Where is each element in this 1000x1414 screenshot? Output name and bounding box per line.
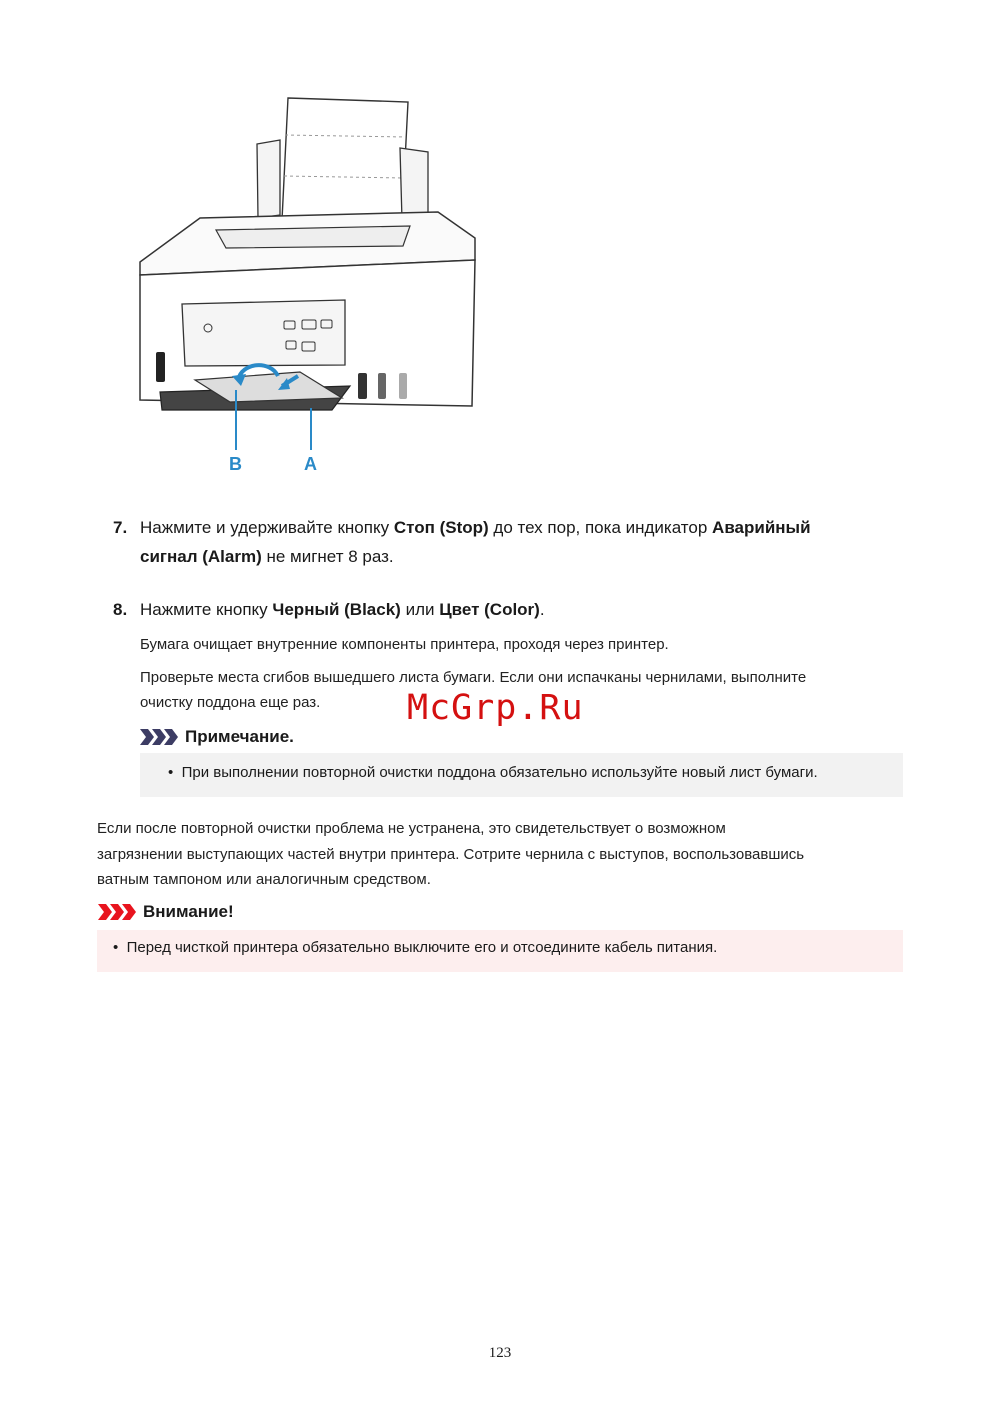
warning-title: Внимание! bbox=[143, 902, 234, 921]
warning-item-text: Перед чисткой принтера обязательно выключите его и отсоедините кабель питания. bbox=[126, 939, 718, 956]
step-text: Нажмите и удерживайте кнопку bbox=[140, 518, 394, 537]
step-text: или bbox=[400, 600, 440, 619]
warning-header bbox=[98, 902, 234, 922]
paragraph: очистку поддона еще раз. bbox=[140, 694, 321, 711]
stop-button-label: Стоп (Stop) bbox=[393, 518, 489, 537]
paragraph: Проверьте места сгибов вышедшего листа бумаги. Если они испачканы чернилами, выполните bbox=[140, 669, 807, 686]
warning-arrows-icon bbox=[98, 904, 138, 920]
note-item-text: При выполнении повторной очистки поддона обязательно используйте новый лист бумаги. bbox=[181, 764, 818, 781]
paragraph: Если после повторной очистки проблема не устранена, это свидетельствует о возможном bbox=[97, 820, 726, 837]
step-text: до тех пор, пока индикатор bbox=[488, 518, 713, 537]
paper-sheet bbox=[282, 98, 408, 220]
step-8 bbox=[113, 595, 903, 624]
paragraph: ватным тампоном или аналогичным средством. bbox=[97, 871, 431, 888]
note-box bbox=[140, 753, 903, 797]
note-item: • При выполнении повторной очистки поддона обязательно используйте новый лист бумаги. bbox=[168, 764, 818, 781]
label-a: A bbox=[304, 454, 317, 474]
alarm-label: Аварийный bbox=[712, 518, 811, 537]
ink-tank-black bbox=[156, 352, 165, 382]
note-title: Примечание. bbox=[185, 727, 294, 746]
warning-box bbox=[97, 930, 903, 972]
watermark: McGrp.Ru bbox=[407, 688, 584, 728]
color-button-label: Цвет (Color) bbox=[439, 600, 540, 619]
note-header bbox=[140, 727, 294, 747]
paragraph: Бумага очищает внутренние компоненты принтера, проходя через принтер. bbox=[140, 636, 669, 653]
paper-support bbox=[257, 140, 280, 218]
note-arrows-icon bbox=[140, 729, 180, 745]
step-number: 8. bbox=[113, 600, 128, 619]
paragraph: загрязнении выступающих частей внутри принтера. Сотрите чернила с выступов, воспользовавшись bbox=[97, 846, 805, 863]
step-number: 7. bbox=[113, 518, 128, 537]
printer-illustration bbox=[120, 80, 500, 480]
control-panel bbox=[182, 300, 345, 366]
step-7 bbox=[113, 513, 903, 571]
warning-item: • Перед чисткой принтера обязательно выключите его и отсоедините кабель питания. bbox=[113, 939, 718, 956]
step-text: не мигнет 8 раз. bbox=[261, 547, 394, 566]
step-text: . bbox=[539, 600, 545, 619]
step-text: Нажмите кнопку bbox=[140, 600, 273, 619]
alarm-label: сигнал (Alarm) bbox=[140, 547, 262, 566]
label-b: B bbox=[229, 454, 242, 474]
page-number: 123 bbox=[488, 1345, 512, 1361]
black-button-label: Черный (Black) bbox=[272, 600, 401, 619]
